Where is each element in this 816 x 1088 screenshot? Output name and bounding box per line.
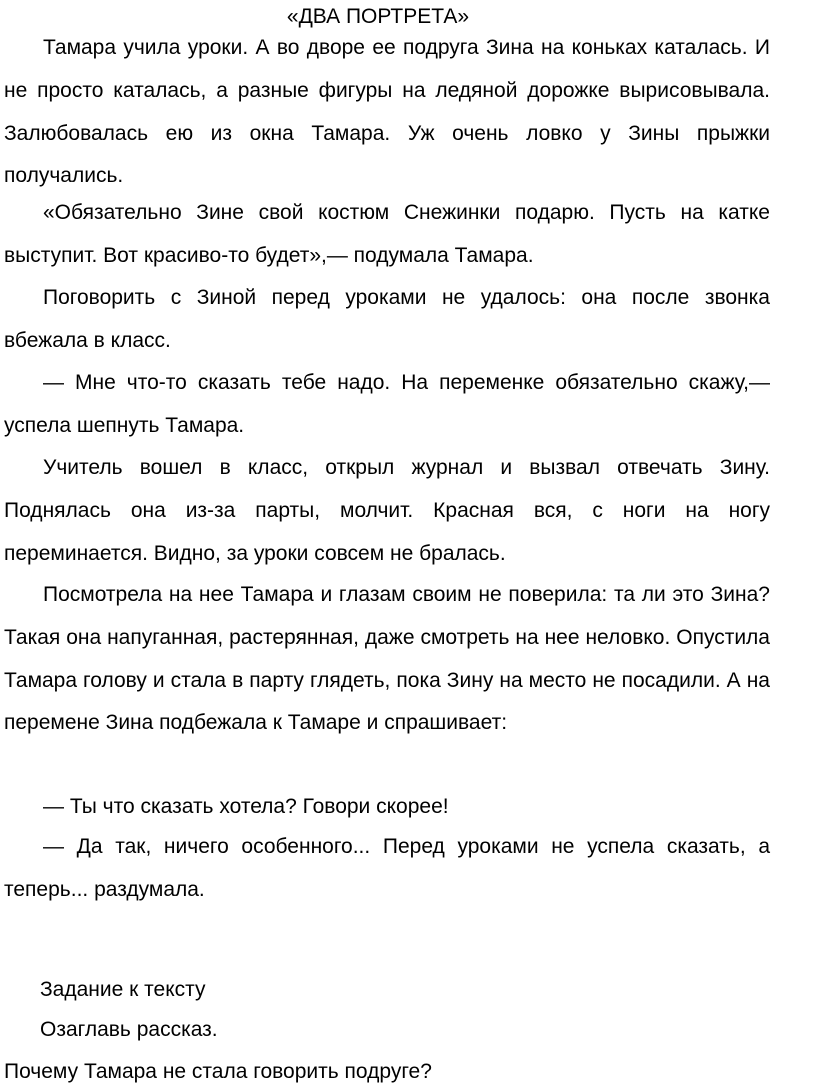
- paragraph-text: — Да так, ничего особенного... Перед уроками не успела сказать, а теперь... раздумала.: [4, 835, 770, 901]
- paragraph-text: — Мне что-то сказать тебе надо. На переменке обязательно скажу,— успела шепнуть Тамара.: [4, 371, 770, 437]
- paragraph-text: Поговорить с Зиной перед уроками не удалось: она после звонка вбежала в класс.: [4, 286, 770, 352]
- paragraph-text: Тамара учила уроки. А во дворе ее подруга Зина на коньках каталась. И не просто каталась, а разные фигуры на ледяной дорожке вырисовывала. Залюбовалась ею из окна Тамара. Уж очень ловко у Зины прыжки получались.: [4, 36, 770, 188]
- paragraph-text: «Обязательно Зине свой костюм Снежинки подарю. Пусть на катке выступит. Вот красиво-то будет»,— подумала Тамара.: [4, 201, 770, 267]
- paragraph-text: Учитель вошел в класс, открыл журнал и вызвал отвечать Зину. Поднялась она из-за парты, молчит. Красная вся, с ноги на ногу переминается. Видно, за уроки совсем не бралась.: [4, 456, 770, 565]
- story-paragraph: [4, 447, 770, 575]
- paragraph-text: — Ты что сказать хотела? Говори скорее!: [43, 795, 449, 818]
- story-title: «ДВА ПОРТРЕТА»: [286, 5, 470, 28]
- story-paragraph: [4, 574, 770, 745]
- story-paragraph: [4, 277, 770, 363]
- dialogue-line: [4, 362, 770, 448]
- story-paragraph: [4, 27, 770, 198]
- story-paragraph: [4, 192, 770, 278]
- task-item: Почему Тамара не стала говорить подруге?: [4, 1060, 432, 1083]
- dialogue-line: [4, 786, 770, 829]
- task-heading: Задание к тексту: [40, 978, 206, 1001]
- task-item: Озаглавь рассказ.: [40, 1018, 218, 1041]
- paragraph-text: Посмотрела на нее Тамара и глазам своим не поверила: та ли это Зина? Такая она напуганная, растерянная, даже смотреть на нее неловко. Опустила Тамара голову и стала в парту глядеть, пока Зину на место не посадили. А на перемене Зина подбежала к Тамаре и спрашивает:: [4, 583, 770, 735]
- dialogue-line: [4, 826, 770, 912]
